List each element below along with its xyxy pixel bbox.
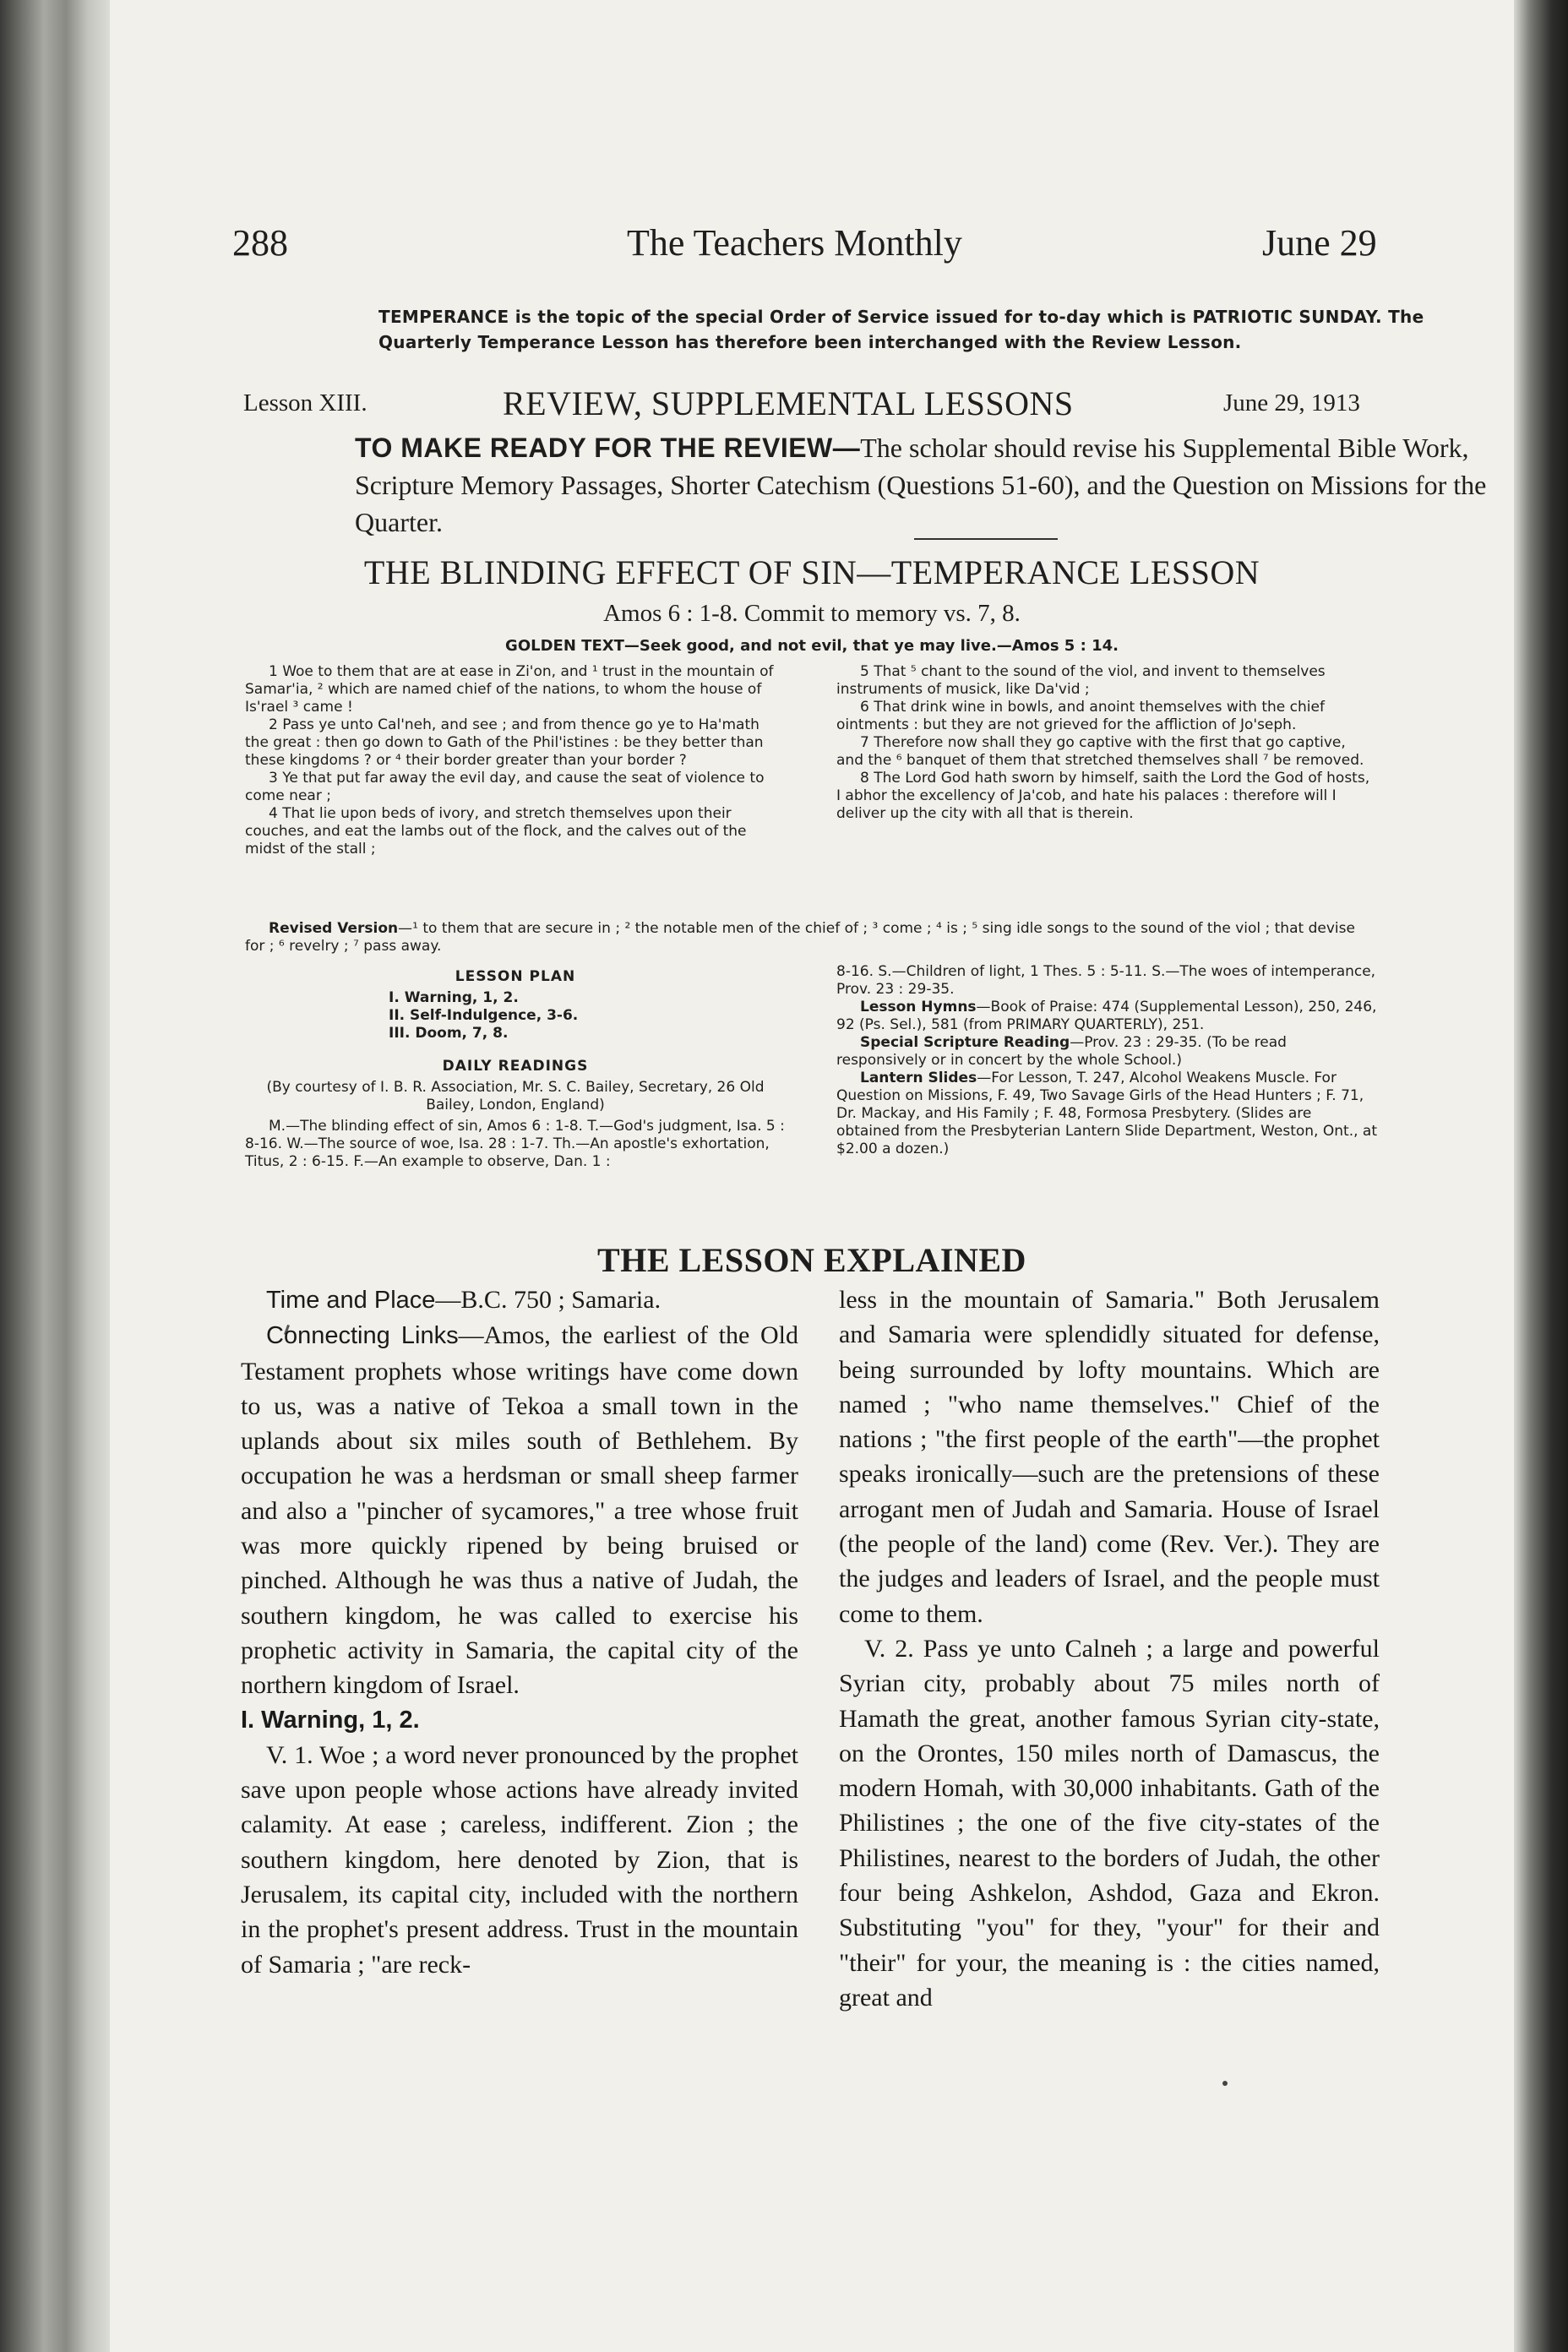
lesson-plan-item: II. Self-Indulgence, 3-6. bbox=[389, 1007, 579, 1024]
verse-2-commentary bbox=[839, 1631, 1380, 2015]
daily-readings-text: M.—The blinding effect of sin, Amos 6 : 1-8. T.—God's judgment, Isa. 5 : 8-16. W.—The source of woe, Isa. 28 : 1-7. Th.—An apostle's exhortation, Titus, 2 : 6-15. F.—An example to observe, Dan. 1 : bbox=[245, 1118, 785, 1170]
lesson-explained-title: THE LESSON EXPLAINED bbox=[597, 1241, 1026, 1279]
section-heading-warning: I. Warning, 1, 2. bbox=[241, 1706, 420, 1734]
special-scripture-label: Special Scripture Reading bbox=[860, 1034, 1070, 1051]
lesson-plan-item: III. Doom, 7, 8. bbox=[389, 1025, 509, 1042]
verse-1-commentary-continued: less in the mountain of Samaria." Both Jerusalem and Samaria were splendidly situated for defense, being surrounded by lofty mountains. Which are named ; "who name themselves." Chief of the nations ; "the first people of the earth"—the prophet speaks ironically—such are the pretensions of these arrogant men of Judah and Samaria. House of Israel (the people of the land) come (Rev. Ver.). They are the judges and leaders of Israel, and the people must come to them. bbox=[839, 1286, 1380, 1628]
lesson-number: Lesson XIII. bbox=[243, 389, 368, 416]
verse-1-commentary-text: Woe ; a word never pronounced by the prophet save upon people whose actions have already invited calamity. At ease ; careless, indifferent. Zion ; the southern kingdom, here denoted by Zion, that is Jerusalem, its capital city, included with the northern in the prophet's present address. Trust in the mountain of Samaria ; "are reck- bbox=[241, 1740, 798, 1979]
left-apparatus bbox=[245, 963, 786, 1171]
verse-4: 4 That lie upon beds of ivory, and stretch themselves upon their couches, and eat the lambs out of the flock, and the calves out of the midst of the stall ; bbox=[245, 805, 747, 858]
page-number: 288 bbox=[232, 222, 288, 264]
book-spine-shadow bbox=[0, 0, 110, 2352]
time-and-place bbox=[241, 1282, 798, 1318]
lesson-plan-list bbox=[245, 989, 786, 1043]
lesson-hymns bbox=[836, 999, 1377, 1034]
temperance-notice: TEMPERANCE is the topic of the special Order of Service issued for to-day which is PATRIOTIC SUNDAY. The Quarterly Temperance Lesson has therefore been interchanged with the Review Lesson. bbox=[378, 307, 1424, 352]
daily-readings-courtesy: (By courtesy of I. B. R. Association, Mr. S. C. Bailey, Secretary, 26 Old Bailey, London, England) bbox=[266, 1079, 765, 1113]
revised-version-text: —¹ to them that are secure in ; ² the notable men of the chief of ; ³ come ; ⁴ is ; ⁵ sing idle songs to the sound of the viol ; that devise for ; ⁶ revelry ; ⁷ pass away. bbox=[245, 920, 1355, 955]
lantern-slides bbox=[836, 1070, 1377, 1158]
verses-right-column bbox=[836, 663, 1377, 823]
body-left-column bbox=[241, 1282, 798, 1982]
make-ready-paragraph bbox=[355, 429, 1519, 541]
verse-2-label: V. 2. bbox=[864, 1634, 914, 1663]
verse-3: 3 Ye that put far away the evil day, and cause the seat of violence to come near ; bbox=[245, 770, 765, 804]
facing-page-edge bbox=[1514, 0, 1568, 2352]
section-divider bbox=[914, 538, 1058, 540]
daily-readings-continuation: 8-16. S.—Children of light, 1 Thes. 5 : 5-11. S.—The woes of intemperance, Prov. 23 : 29-35. bbox=[836, 963, 1376, 998]
lesson-date: June 29, 1913 bbox=[1223, 389, 1360, 416]
lesson-hymns-text: —Book of Praise: 474 (Supplemental Lesson), 250, 246, 92 (Ps. Sel.), 581 (from PRIMARY QUARTERLY), 251. bbox=[836, 999, 1377, 1033]
verse-6: 6 That drink wine in bowls, and anoint themselves with the chief ointments : but they are not grieved for the affliction of Jo'seph. bbox=[836, 699, 1325, 733]
daily-readings-heading: DAILY READINGS bbox=[442, 1058, 589, 1075]
golden-text: GOLDEN TEXT—Seek good, and not evil, that ye may live.—Amos 5 : 14. bbox=[505, 637, 1119, 655]
verse-1: 1 Woe to them that are at ease in Zi'on, and ¹ trust in the mountain of Samar'ia, ² which are named chief of the nations, to whom the house of Is'rael ³ came ! bbox=[245, 663, 774, 716]
time-and-place-text: —B.C. 750 ; Samaria. bbox=[435, 1286, 662, 1314]
body-right-column bbox=[839, 1282, 1380, 2015]
verse-1-label: V. 1. bbox=[266, 1740, 313, 1769]
connecting-links-text: —Amos, the earliest of the Old Testament prophets whose writings have come down to us, was a native of Tekoa a small town in the uplands about six miles south of Bethlehem. By occupation he was a herdsman or small sheep farmer and also a "pincher of sycamores," a tree whose fruit was more quickly ripened by being bruised or pinched. Although he was thus a native of Judah, the southern kingdom, he was called to exercise his prophetic activity in Samaria, the capital city of the northern kingdom of Israel. bbox=[241, 1321, 798, 1700]
lantern-slides-text: —For Lesson, T. 247, Alcohol Weakens Muscle. For Question on Missions, F. 49, Two Savage Girls of the Head Hunters ; F. 71, Dr. Mackay, and His Family ; F. 48, Formosa Presbytery. (Slides are obtained from the Presbyterian Lantern Slide Department, Weston, Ont., at $2.00 a dozen.) bbox=[836, 1070, 1377, 1157]
make-ready-heading: TO MAKE READY FOR THE REVIEW— bbox=[355, 433, 861, 463]
verse-7: 7 Therefore now shall they go captive with the first that go captive, and the ⁶ banquet of them that stretched themselves shall ⁷ be removed. bbox=[836, 734, 1364, 769]
lesson-title: REVIEW, SUPPLEMENTAL LESSONS bbox=[503, 384, 1074, 422]
verse-5: 5 That ⁵ chant to the sound of the viol, and invent to themselves instruments of musick, like Da'vid ; bbox=[836, 663, 1326, 698]
lantern-slides-label: Lantern Slides bbox=[860, 1070, 977, 1086]
verses-left-column bbox=[245, 663, 786, 858]
special-scripture-reading bbox=[836, 1034, 1377, 1070]
revised-version-label: Revised Version bbox=[269, 920, 399, 937]
lesson-plan-item: I. Warning, 1, 2. bbox=[389, 989, 519, 1006]
verse-8: 8 The Lord God hath sworn by himself, saith the Lord the God of hosts, I abhor the excellency of Ja'cob, and hate his palaces : therefore will I deliver up the city with all that is therein. bbox=[836, 770, 1370, 822]
header-date: June 29 bbox=[1262, 222, 1377, 264]
time-and-place-label: Time and Place bbox=[266, 1287, 436, 1314]
make-ready-text: The scholar should revise his Supplemental Bible Work, Scripture Memory Passages, Shorter Catechism (Questions 51-60), and the Question on Missions for the Quarter. bbox=[355, 433, 1487, 537]
verse-1-commentary bbox=[241, 1738, 798, 1982]
connecting-links-label: Connecting Links bbox=[266, 1322, 459, 1350]
ink-speck bbox=[1222, 2081, 1228, 2086]
special-scripture-text: —Prov. 23 : 29-35. (To be read responsively or in concert by the whole School.) bbox=[836, 1034, 1287, 1069]
lesson-plan-heading: LESSON PLAN bbox=[455, 968, 576, 985]
right-apparatus bbox=[836, 963, 1377, 1158]
verse-2-commentary-text: Pass ye unto Calneh ; a large and powerful Syrian city, probably about 75 miles north of Hamath the great, another famous Syrian city-state, on the Orontes, 150 miles north of Damascus, the modern Homah, with 30,000 inhabitants. Gath of the Philistines ; the one of the five city-states of the Philistines, nearest to the borders of Judah, the other four being Ashkelon, Ashdod, Gaza and Ekron. Substituting "you" for they, "your" for their and "their" for your, the meaning is : the cities named, great and bbox=[839, 1634, 1380, 2012]
scripture-reference: Amos 6 : 1-8. Commit to memory vs. 7, 8. bbox=[603, 600, 1021, 627]
journal-title: The Teachers Monthly bbox=[627, 222, 962, 264]
verse-2: 2 Pass ye unto Cal'neh, and see ; and from thence go ye to Ha'math the great : then go down to Gath of the Phil'istines : be they better than these kingdoms ? or ⁴ their border greater than your border ? bbox=[245, 716, 764, 769]
lesson-hymns-label: Lesson Hymns bbox=[860, 999, 977, 1015]
temperance-lesson-title: THE BLINDING EFFECT OF SIN—TEMPERANCE LESSON bbox=[363, 553, 1260, 591]
connecting-links bbox=[241, 1318, 798, 1702]
book-page bbox=[110, 0, 1514, 2352]
revised-version bbox=[245, 920, 1377, 956]
